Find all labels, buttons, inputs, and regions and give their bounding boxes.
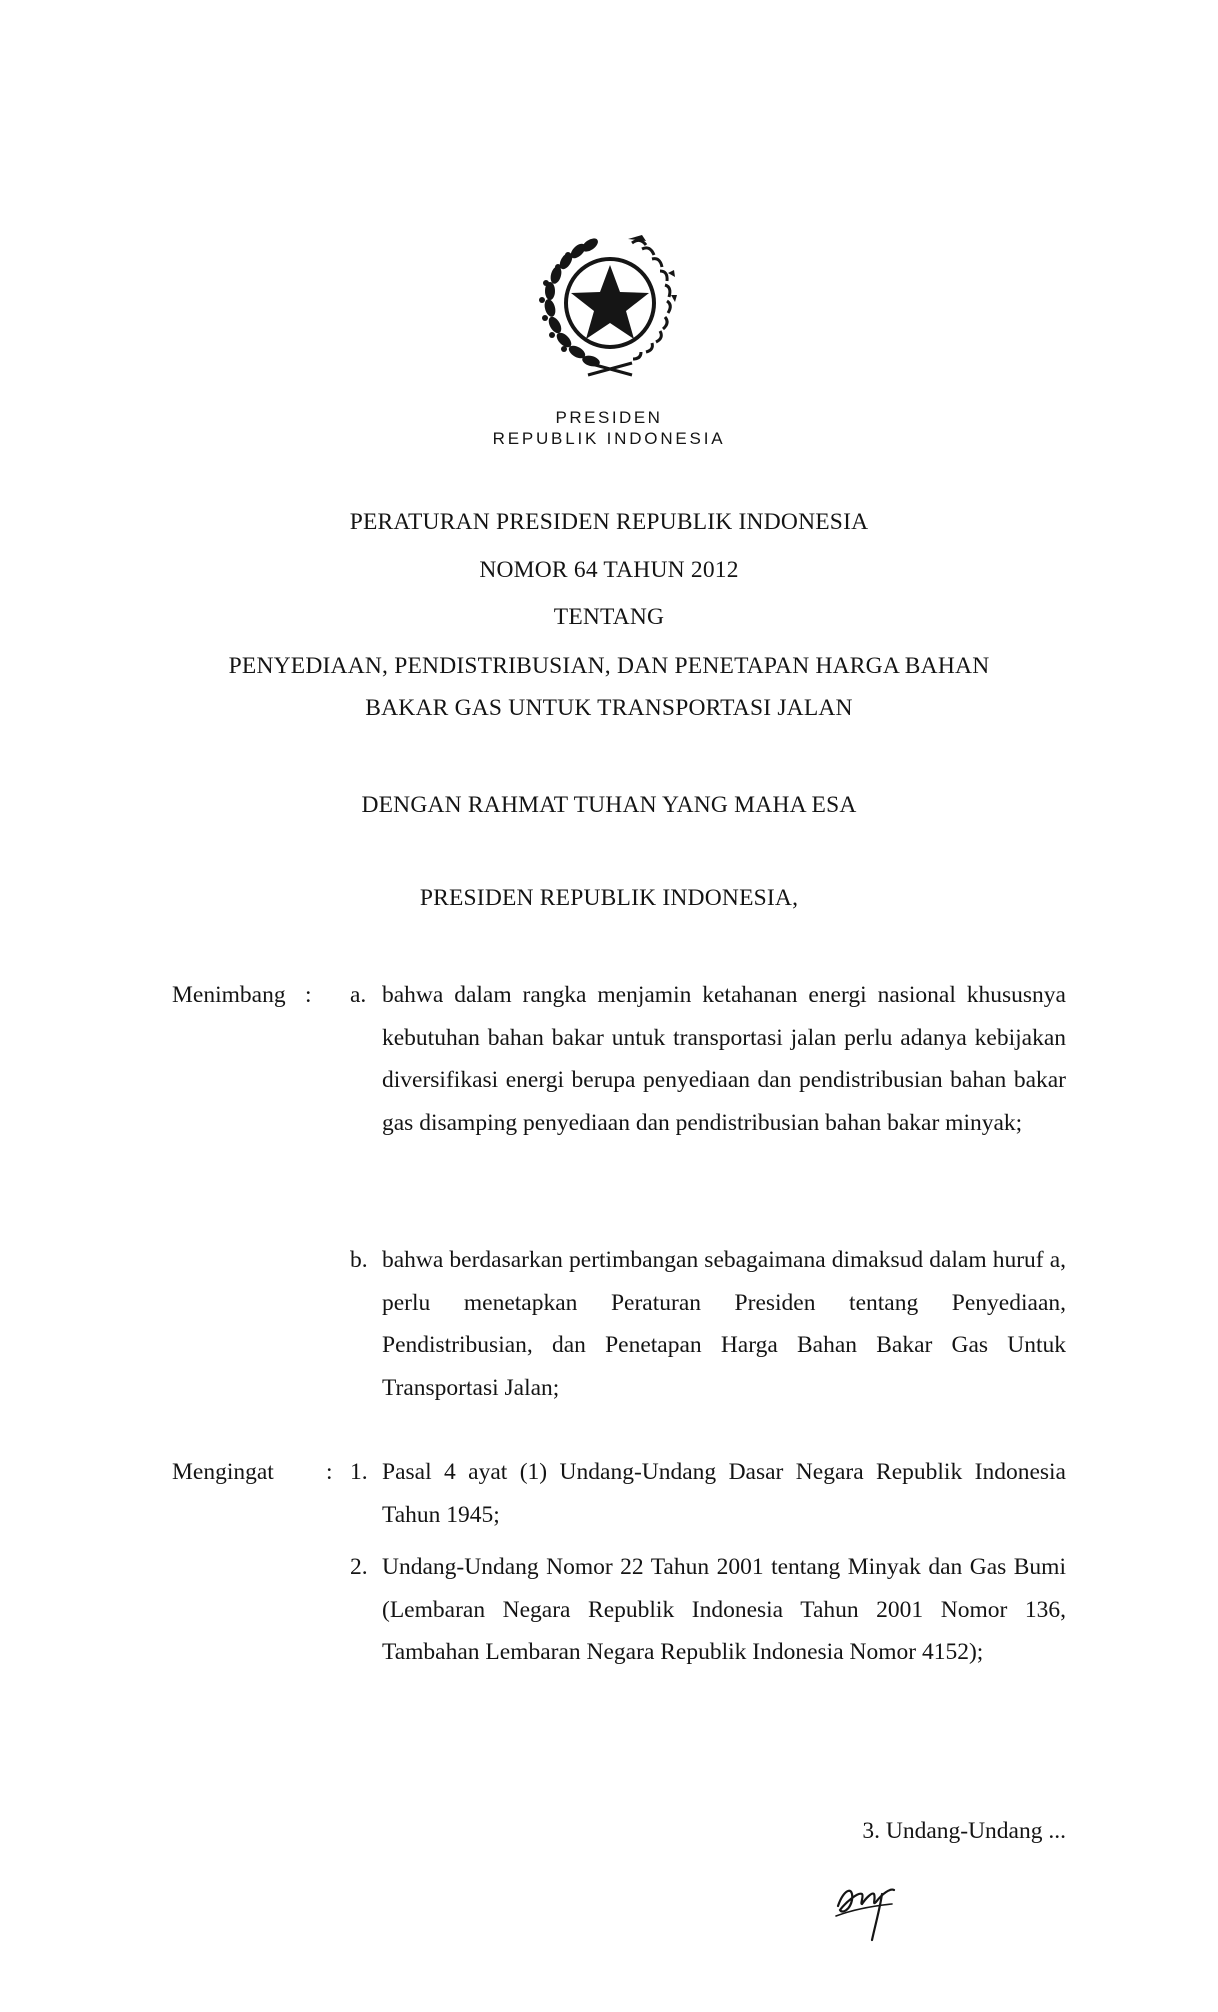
invocation: DENGAN RAHMAT TUHAN YANG MAHA ESA [361, 792, 857, 818]
regulation-number: NOMOR 64 TAHUN 2012 [479, 557, 739, 583]
letterhead-line-republik-indonesia: REPUBLIK INDONESIA [492, 429, 726, 448]
mengingat-item-text: Pasal 4 ayat (1) Undang-Undang Dasar Negara Republik Indonesia Tahun 1945; [382, 1459, 1066, 1528]
menimbang-item-marker: b. [350, 1247, 368, 1273]
regulation-subject-line-2: BAKAR GAS UNTUK TRANSPORTASI JALAN [365, 695, 853, 721]
regulation-about: TENTANG [553, 604, 665, 630]
mengingat-colon: : [326, 1459, 333, 1485]
letterhead-line-presiden: PRESIDEN [555, 408, 663, 427]
regulation-subject-line-1: PENYEDIAAN, PENDISTRIBUSIAN, DAN PENETAPAN HARGA BAHAN [228, 653, 990, 679]
presidential-emblem-icon [528, 225, 692, 385]
menimbang-colon: : [305, 982, 312, 1008]
menimbang-item-text: bahwa berdasarkan pertimbangan sebagaimana dimaksud dalam huruf a, perlu menetapkan Peraturan Presiden tentang Penyediaan, Pendistribusian, dan Penetapan Harga Bahan Bakar Gas Untuk Transportasi Jalan; [382, 1247, 1066, 1401]
page-continuation: 3. Undang-Undang ... [862, 1818, 1066, 1844]
mengingat-item-text: Undang-Undang Nomor 22 Tahun 2001 tentang Minyak dan Gas Bumi (Lembaran Negara Republik Indonesia Tahun 2001 Nomor 136, Tambahan Lembaran Negara Republik Indonesia Nomor 4152); [382, 1554, 1066, 1665]
menimbang-label: Menimbang [172, 982, 286, 1008]
paraf-signature-icon [832, 1880, 900, 1944]
menimbang-item-marker: a. [350, 982, 367, 1008]
mengingat-label: Mengingat [172, 1459, 274, 1485]
mengingat-item-marker: 1. [350, 1459, 368, 1485]
issuer: PRESIDEN REPUBLIK INDONESIA, [419, 885, 799, 911]
menimbang-item-text: bahwa dalam rangka menjamin ketahanan energi nasional khususnya kebutuhan bahan bakar untuk transportasi jalan perlu adanya kebijakan diversifikasi energi berupa penyediaan dan pendistribusian bahan bakar gas disamping penyediaan dan pendistribusian bahan bakar minyak; [382, 982, 1066, 1136]
mengingat-item-marker: 2. [350, 1554, 368, 1580]
regulation-title: PERATURAN PRESIDEN REPUBLIK INDONESIA [349, 509, 869, 535]
